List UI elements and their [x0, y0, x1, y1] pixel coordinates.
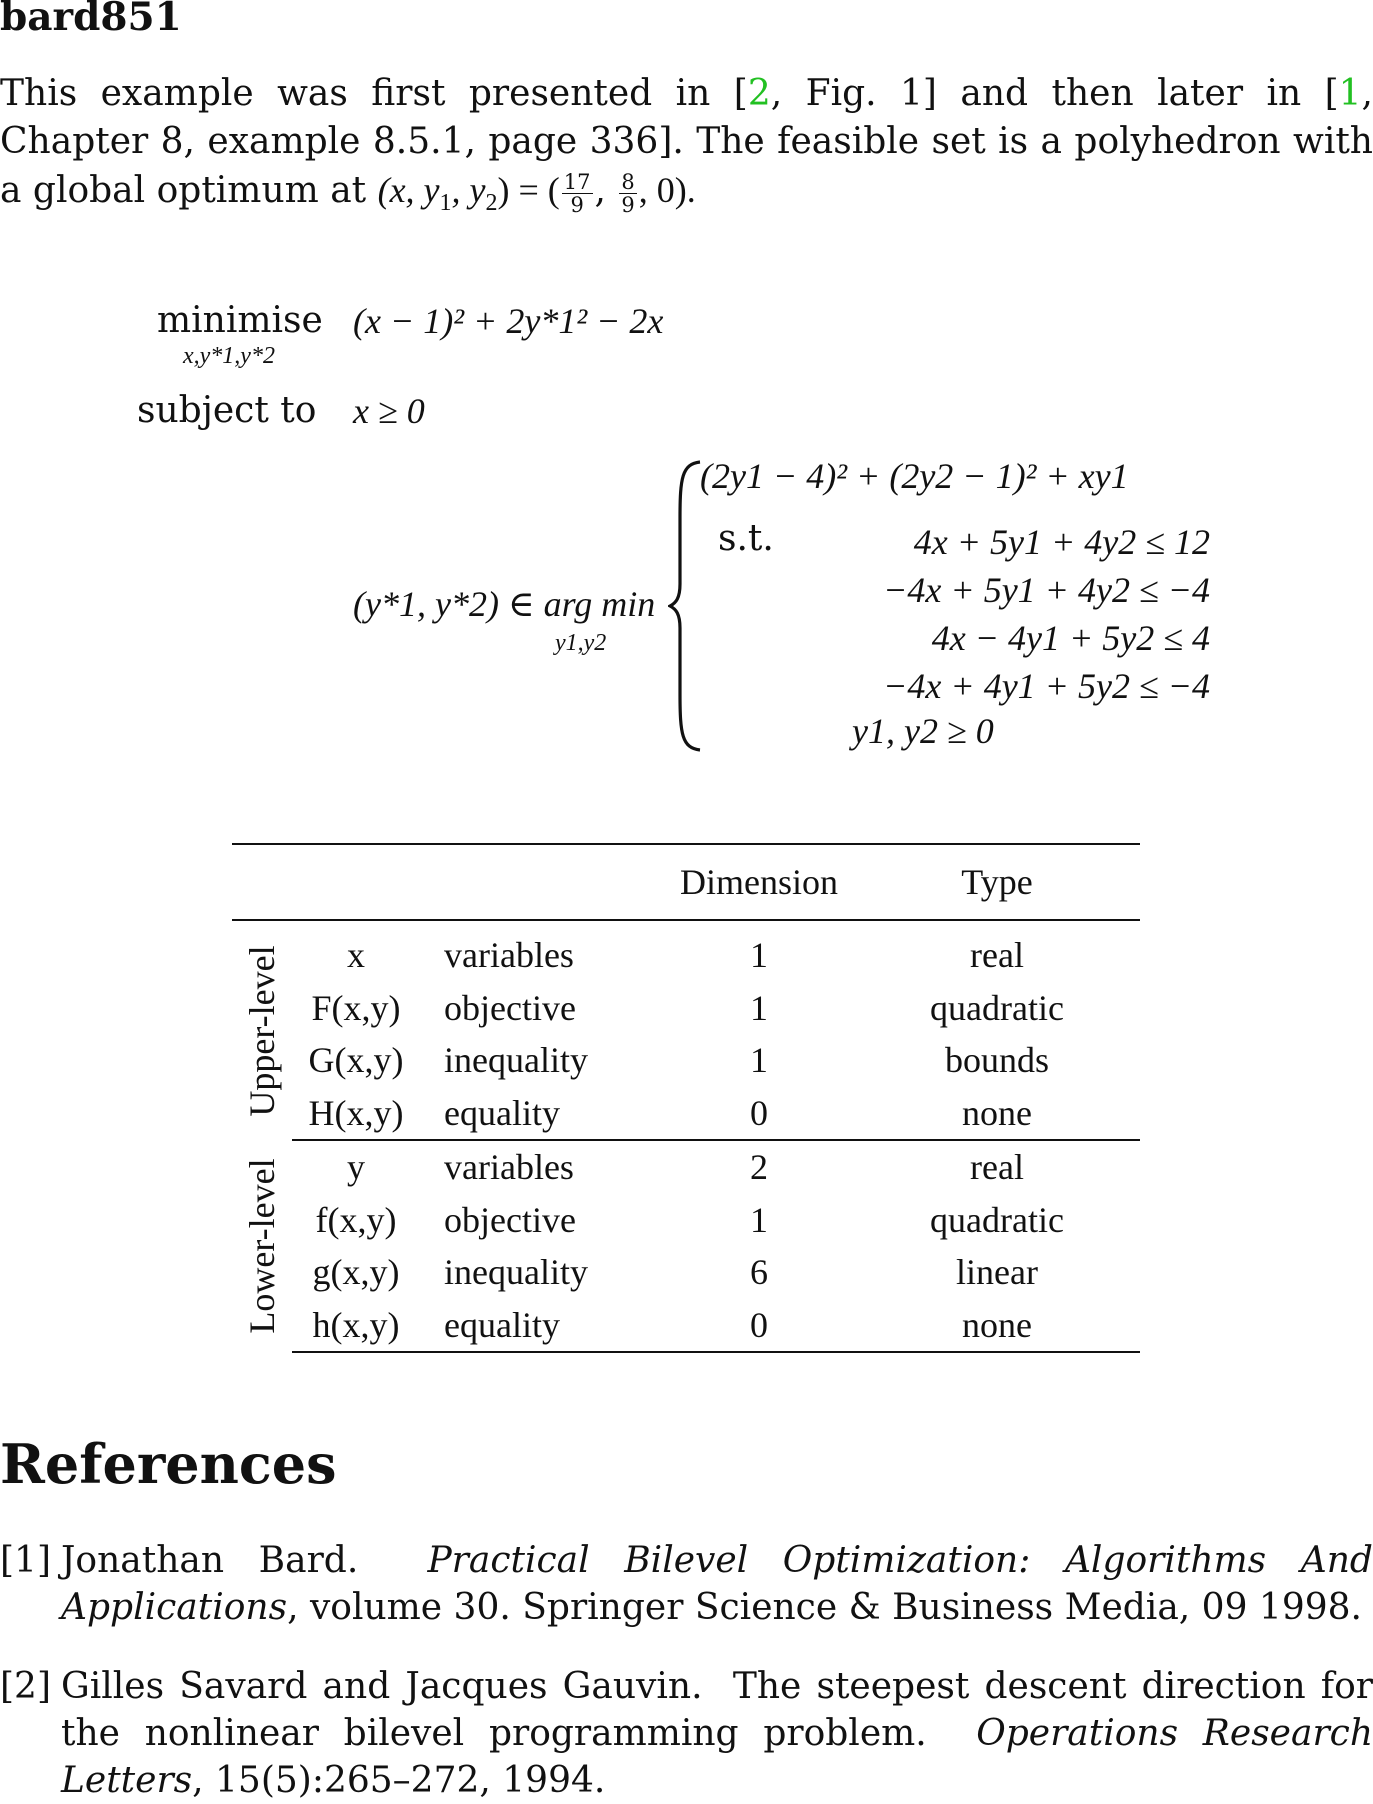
intro-text-2: , Fig. 1] and then later in [: [770, 73, 1339, 114]
optimum-lhs: (x, y: [377, 170, 440, 210]
table-header-row: [232, 844, 1140, 920]
constraint-1: 4x + 5y1 + 4y2 ≤ 12: [913, 522, 1210, 562]
section-title: bard851: [0, 0, 182, 40]
table-row: [232, 920, 1140, 982]
upper-level-group: [232, 920, 1140, 1140]
type-cell: real: [970, 1147, 1024, 1188]
symbol-cell: h(x,y): [292, 1299, 420, 1353]
lower-constraints: [800, 518, 1210, 710]
dimension-cell: 1: [750, 1040, 768, 1081]
symbol-cell: g(x,y): [312, 1252, 400, 1293]
type-cell: quadratic: [930, 1199, 1064, 1240]
type-cell: bounds: [944, 1040, 1049, 1081]
citation-link-2[interactable]: 2: [747, 73, 771, 114]
dimension-cell: 1: [750, 987, 768, 1028]
type-cell: none: [854, 1299, 1140, 1353]
upper-objective: (x − 1)² + 2y*1² − 2x: [353, 301, 664, 341]
kind-cell: variables: [444, 1147, 574, 1188]
intro-paragraph: This example was first presented in [2, Fig. 1] and then later in [1, Chapter 8, example 8.5.1, page 336]. The feasible set is a polyhedron with a global optimum at (x, $y_1$, $y_2$) = ( $\frac{17}{9}$ , $\frac{8}{9}$ , 0).: [0, 73, 1373, 217]
argmin-vars: y1,y2: [555, 630, 607, 656]
optimum-mid: , y: [451, 170, 486, 210]
reference-details: , volume 30. Springer Science & Business Media, 09 1998.: [287, 1587, 1362, 1628]
reference-authors: Jonathan Bard.: [61, 1540, 359, 1581]
table-row: [232, 1194, 1140, 1247]
symbol-cell: x: [347, 935, 365, 976]
dimension-cell: 0: [664, 1299, 854, 1353]
constraint-2: −4x + 5y1 + 4y2 ≤ −4: [883, 570, 1210, 610]
kind-cell: objective: [444, 987, 576, 1028]
st-label: s.t.: [718, 518, 774, 559]
type-cell: none: [854, 1087, 1140, 1141]
upper-constraint: x ≥ 0: [353, 391, 425, 431]
kind-cell: equality: [420, 1087, 664, 1141]
type-cell: linear: [956, 1252, 1038, 1293]
reference-item-2: [0, 1663, 1373, 1804]
optimum-sub-2: 2: [485, 190, 498, 217]
lower-objective: (2y1 − 4)² + (2y2 − 1)² + xy1: [700, 456, 1129, 496]
optimum-eq: ) = (: [497, 170, 560, 210]
constraint-5: y1, y2 ≥ 0: [852, 711, 994, 751]
header-dimension: Dimension: [664, 844, 854, 920]
constraint-4: −4x + 4y1 + 5y2 ≤ −4: [883, 666, 1210, 706]
optimum-sub-1: 1: [439, 190, 452, 217]
kind-cell: variables: [444, 935, 574, 976]
lower-level-label-cell: [232, 1140, 292, 1352]
reference-title: Practical Bilevel Optimization: Algorithms And Applications: [61, 1540, 1373, 1628]
table-row: [232, 1299, 1140, 1353]
header-type: Type: [854, 844, 1140, 920]
citation-link-1[interactable]: 1: [1338, 73, 1362, 114]
reference-item-1: [0, 1537, 1373, 1631]
fraction-17-9: $\frac{17}{9}$: [563, 169, 591, 217]
reference-body: [61, 1537, 1373, 1631]
reference-journal: Operations Research Letters: [61, 1713, 1373, 1801]
minimise-label: minimise: [157, 300, 323, 341]
kind-cell: inequality: [444, 1040, 588, 1081]
dimension-cell: 6: [750, 1252, 768, 1293]
optimum-end: , 0).: [638, 170, 696, 210]
kind-cell: objective: [444, 1199, 576, 1240]
symbol-cell: G(x,y): [308, 1040, 404, 1081]
reference-authors: Gilles Savard and Jacques Gauvin.: [61, 1666, 703, 1707]
upper-level-label-cell: [232, 920, 292, 1140]
table-row: [232, 1246, 1140, 1299]
reference-title: The steepest descent direction for the nonlinear bilevel programming problem.: [61, 1666, 1373, 1754]
lower-level-group: [232, 1140, 1140, 1352]
intro-text-1: This example was first presented in [: [0, 73, 748, 114]
dimension-cell: 0: [664, 1087, 854, 1141]
symbol-cell: H(x,y): [292, 1087, 420, 1141]
type-cell: real: [970, 935, 1024, 976]
table-row: [232, 1140, 1140, 1194]
dimension-cell: 1: [750, 935, 768, 976]
kind-cell: inequality: [444, 1252, 588, 1293]
symbol-cell: y: [347, 1147, 365, 1188]
argmin-expression: (y*1, y*2) ∈ arg min: [353, 584, 656, 624]
reference-label: [1]: [0, 1540, 51, 1581]
left-brace: [668, 458, 708, 754]
reference-details: , 15(5):265–272, 1994.: [192, 1760, 606, 1801]
fraction-8-9: $\frac{8}{9}$: [621, 169, 635, 217]
type-cell: quadratic: [930, 987, 1064, 1028]
minimise-vars: x,y*1,y*2: [183, 343, 275, 369]
reference-body: [61, 1663, 1373, 1804]
dimension-cell: 1: [750, 1199, 768, 1240]
dimension-cell: 2: [750, 1147, 768, 1188]
lower-level-label: Lower-level: [242, 1158, 282, 1334]
reference-label: [2]: [0, 1666, 51, 1707]
constraint-3: 4x − 4y1 + 5y2 ≤ 4: [931, 618, 1210, 658]
upper-level-label: Upper-level: [242, 944, 282, 1117]
symbol-cell: F(x,y): [311, 987, 401, 1028]
intro-text-3: , Chapter 8, example 8.5.1, page 336]. The feasible set is a polyhedron with a global optimum at: [0, 73, 1373, 211]
table-row: [232, 982, 1140, 1035]
symbol-cell: f(x,y): [315, 1199, 397, 1240]
references-heading: References: [0, 1432, 337, 1496]
subject-to-label: subject to: [137, 390, 317, 431]
table-row: [232, 1034, 1140, 1087]
table-row: [232, 1087, 1140, 1141]
problem-properties-table: [232, 843, 1140, 1353]
kind-cell: equality: [420, 1299, 664, 1353]
